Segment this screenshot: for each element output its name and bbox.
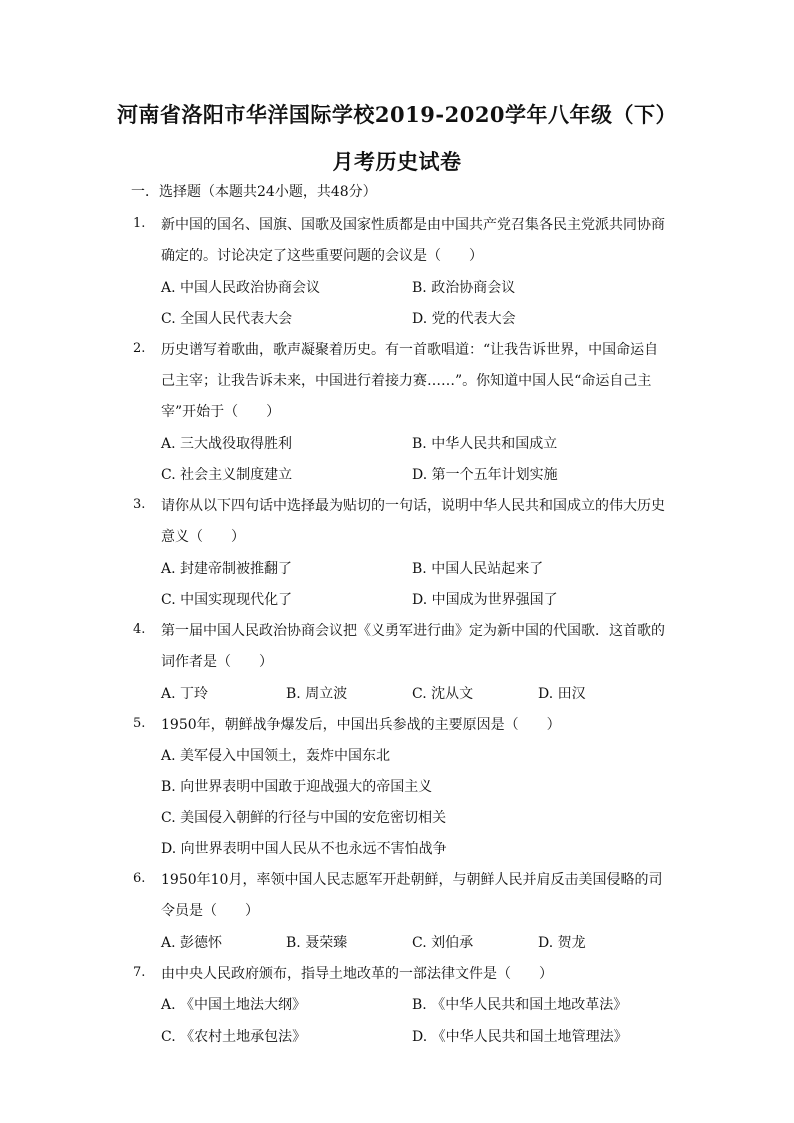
question-number: 3. [133,497,146,512]
option-b[interactable]: B. 中华人民共和国成立 [412,436,558,452]
question-number: 5. [133,716,146,731]
option-c[interactable]: C. 刘伯承 [412,935,474,951]
option-a[interactable]: A. 中国人民政治协商会议 [161,280,321,296]
question-number: 6. [133,871,146,886]
exam-title-line1: 河南省洛阳市华洋国际学校2019-2020学年八年级（下） [116,102,678,127]
question-number: 2. [133,341,146,356]
option-a[interactable]: A. 彭德怀 [161,935,223,951]
option-b[interactable]: B. 聂荣臻 [286,935,348,951]
option-d[interactable]: D. 田汉 [538,686,586,702]
question-stem-line: 1950年，朝鲜战争爆发后，中国出兵参战的主要原因是（ ） [161,717,561,733]
question-stem-line: 词作者是（ ） [161,654,273,670]
option-c[interactable]: C. 《农村土地承包法》 [161,1029,307,1045]
option-a[interactable]: A. 封建帝制被推翻了 [161,561,293,577]
question-stem-line: 历史谱写着歌曲，歌声凝聚着历史。有一首歌唱道：“让我告诉世界，中国命运自 [161,342,659,358]
option-b[interactable]: B. 中国人民站起来了 [412,561,544,577]
question-stem-line: 第一届中国人民政治协商会议把《义勇军进行曲》定为新中国的代国歌．这首歌的 [161,623,665,639]
option-d[interactable]: D. 党的代表大会 [412,311,516,327]
option-a[interactable]: A. 丁玲 [161,686,209,702]
question-stem-line: 己主宰；让我告诉未来，中国进行着接力赛……”。你知道中国人民“命运自己主 [161,373,652,389]
question-stem-line: 令员是（ ） [161,903,259,919]
question-stem-line: 由中央人民政府颁布，指导土地改革的一部法律文件是（ ） [161,966,553,982]
option-c[interactable]: C. 美国侵入朝鲜的行径与中国的安危密切相关 [161,810,447,826]
option-a[interactable]: A. 三大战役取得胜利 [161,436,293,452]
option-d[interactable]: D. 《中华人民共和国土地管理法》 [412,1029,628,1045]
section-heading: 一．选择题（本题共24小题，共48分） [131,184,377,200]
option-b[interactable]: B. 周立波 [286,686,348,702]
option-b[interactable]: B. 政治协商会议 [412,280,516,296]
option-c[interactable]: C. 沈从文 [412,686,474,702]
option-d[interactable]: D. 向世界表明中国人民从不也永远不害怕战争 [161,841,447,857]
option-c[interactable]: C. 社会主义制度建立 [161,467,293,483]
question-stem-line: 确定的。讨论决定了这些重要问题的会议是（ ） [161,248,483,264]
option-a[interactable]: A. 美军侵入中国领土，轰炸中国东北 [161,748,391,764]
option-d[interactable]: D. 中国成为世界强国了 [412,592,558,608]
question-stem-line: 1950年10月，率领中国人民志愿军开赴朝鲜，与朝鲜人民并肩反击美国侵略的司 [161,872,663,888]
question-number: 1. [133,216,146,231]
option-c[interactable]: C. 全国人民代表大会 [161,311,293,327]
option-b[interactable]: B. 《中华人民共和国土地改革法》 [412,997,628,1013]
question-stem-line: 意义（ ） [161,529,245,545]
option-b[interactable]: B. 向世界表明中国敢于迎战强大的帝国主义 [161,779,433,795]
question-stem-line: 新中国的国名、国旗、国歌及国家性质都是由中国共产党召集各民主党派共同协商 [161,217,665,233]
option-a[interactable]: A. 《中国土地法大纲》 [161,997,307,1013]
option-d[interactable]: D. 贺龙 [538,935,586,951]
exam-title-line2: 月考历史试卷 [332,149,462,174]
option-d[interactable]: D. 第一个五年计划实施 [412,467,558,483]
question-stem-line: 请你从以下四句话中选择最为贴切的一句话，说明中华人民共和国成立的伟大历史 [161,498,665,514]
question-number: 4. [133,622,146,637]
option-c[interactable]: C. 中国实现现代化了 [161,592,293,608]
question-stem-line: 宰”开始于（ ） [161,404,281,420]
question-number: 7. [133,965,146,980]
